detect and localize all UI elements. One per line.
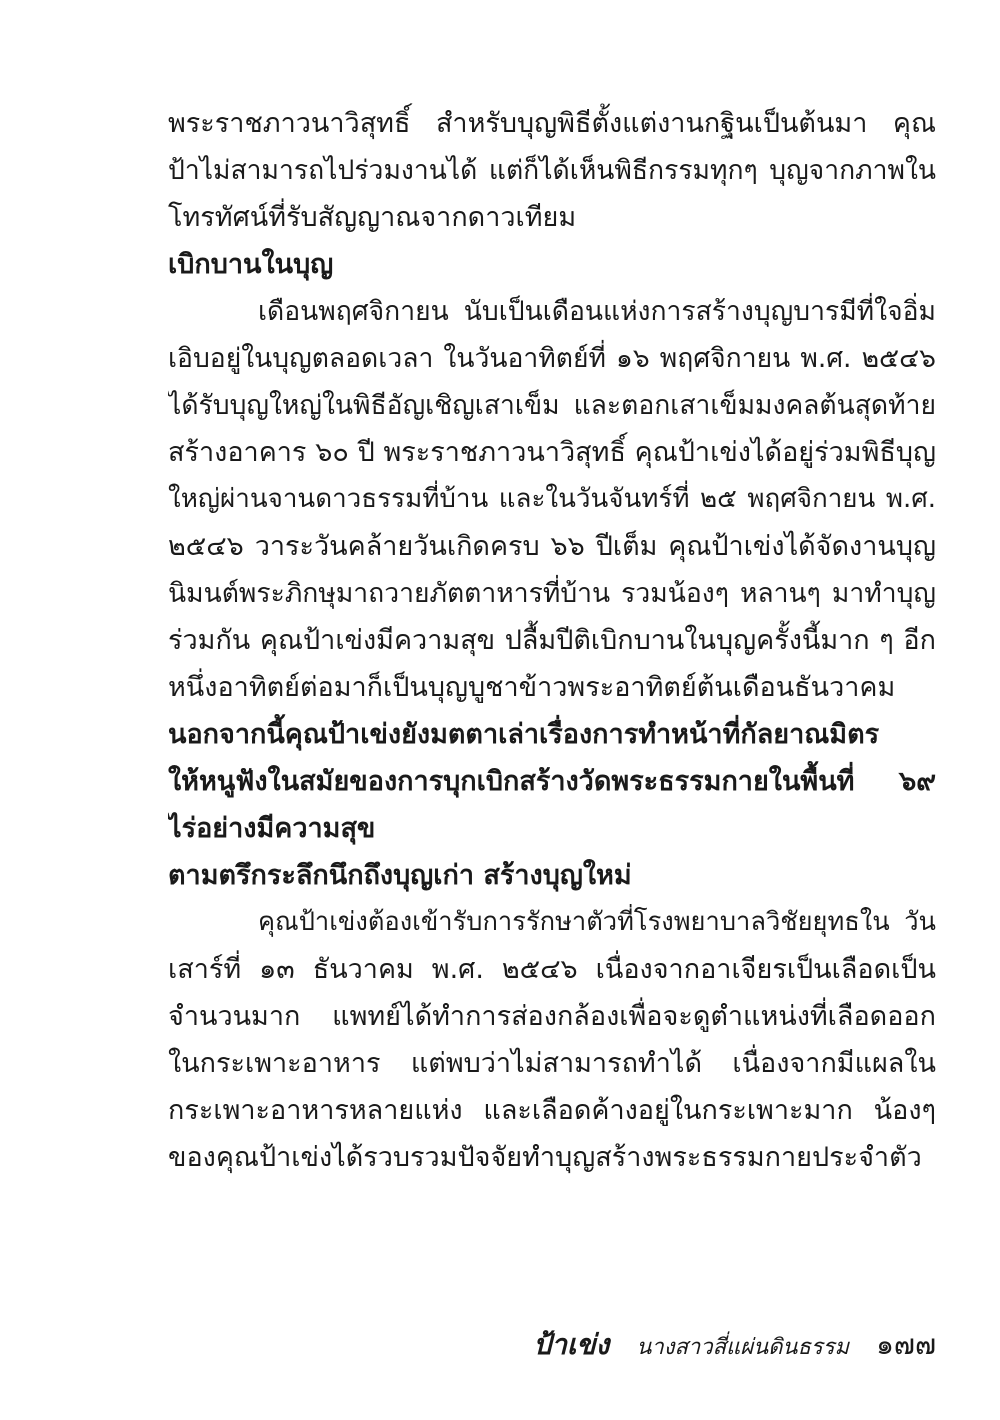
text-line: กระเพาะอาหารหลายแห่ง และเลือดค้างอยู่ในกระเพาะมาก น้องๆ [168, 1095, 936, 1126]
text-line: เสาร์ที่ ๑๓ ธันวาคม พ.ศ. ๒๕๔๖ เนื่องจากอาเจียรเป็นเลือดเป็น [168, 954, 936, 985]
text-line: โทรทัศน์ที่รับสัญญาณจากดาวเทียม [168, 202, 577, 233]
section-heading: ตามตรึกระลึกนึกถึงบุญเก่า สร้างบุญใหม่ [168, 860, 632, 891]
section-heading: เบิกบานในบุญ [168, 249, 334, 280]
emphasis-line: ไร่อย่างมีความสุข [168, 813, 376, 844]
text-line: นิมนต์พระภิกษุมาถวายภัตตาหารที่บ้าน รวมน้องๆ หลานๆ มาทำบุญ [168, 578, 936, 609]
page-footer [533, 1325, 936, 1365]
page-number: ๑๗๗ [876, 1328, 936, 1361]
text-line: หนึ่งอาทิตย์ต่อมาก็เป็นบุญบูชาข้าวพระอาทิตย์ต้นเดือนธันวาคม [168, 672, 896, 703]
body-text [168, 100, 936, 1181]
text-line: ใหญ่ผ่านจานดาวธรรมที่บ้าน และในวันจันทร์ที่ ๒๕ พฤศจิกายน พ.ศ. [168, 484, 936, 514]
text-line: ในกระเพาะอาหาร แต่พบว่าไม่สามารถทำได้ เนื่องจากมีแผลใน [168, 1048, 936, 1079]
text-line: สร้างอาคาร ๖๐ ปี พระราชภาวนาวิสุทธิ์ คุณป้าเข่งได้อยู่ร่วมพิธีบุญ [168, 437, 936, 468]
text-line: ร่วมกัน คุณป้าเข่งมีความสุข ปลื้มปีติเบิกบานในบุญครั้งนี้มาก ๆ อีก [168, 625, 936, 656]
emphasis-line: นอกจากนี้คุณป้าเข่งยังมตตาเล่าเรื่องการทำหน้าที่กัลยาณมิตร [168, 719, 880, 750]
text-line: ป้าไม่สามารถไปร่วมงานได้ แต่ก็ได้เห็นพิธีกรรมทุกๆ บุญจากภาพใน [168, 155, 936, 186]
text-line: จำนวนมาก แพทย์ได้ทำการส่องกล้องเพื่อจะดูตำแหน่งที่เลือดออก [168, 1001, 936, 1032]
text-line: ๒๕๔๖ วาระวันคล้ายวันเกิดครบ ๖๖ ปีเต็ม คุณป้าเข่งได้จัดงานบุญ [168, 531, 936, 562]
text-line: เดือนพฤศจิกายน นับเป็นเดือนแห่งการสร้างบุญบารมีที่ใจอิ่ม [258, 296, 936, 327]
text-line: เอิบอยู่ในบุญตลอดเวลา ในวันอาทิตย์ที่ ๑๖ พฤศจิกายน พ.ศ. ๒๕๔๖ [168, 343, 936, 374]
text-line: คุณป้าเข่งต้องเข้ารับการรักษาตัวที่โรงพยาบาลวิชัยยุทธใน วัน [258, 907, 936, 937]
text-line: ได้รับบุญใหญ่ในพิธีอัญเชิญเสาเข็ม และตอกเสาเข็มมงคลต้นสุดท้าย [168, 390, 936, 421]
running-header-title: นางสาวสี่แผ่นดินธรรม [636, 1335, 850, 1360]
running-header-name: ป้าเข่ง [533, 1328, 610, 1361]
text-line: ของคุณป้าเข่งได้รวบรวมปัจจัยทำบุญสร้างพระธรรมกายประจำตัว [168, 1142, 922, 1173]
emphasis-line: ให้หนูฟังในสมัยของการบุกเบิกสร้างวัดพระธรรมกายในพื้นที่ ๖๙ [168, 766, 936, 797]
text-line: พระราชภาวนาวิสุทธิ์ สำหรับบุญพิธีตั้งแต่งานกฐินเป็นต้นมา คุณ [168, 108, 936, 139]
